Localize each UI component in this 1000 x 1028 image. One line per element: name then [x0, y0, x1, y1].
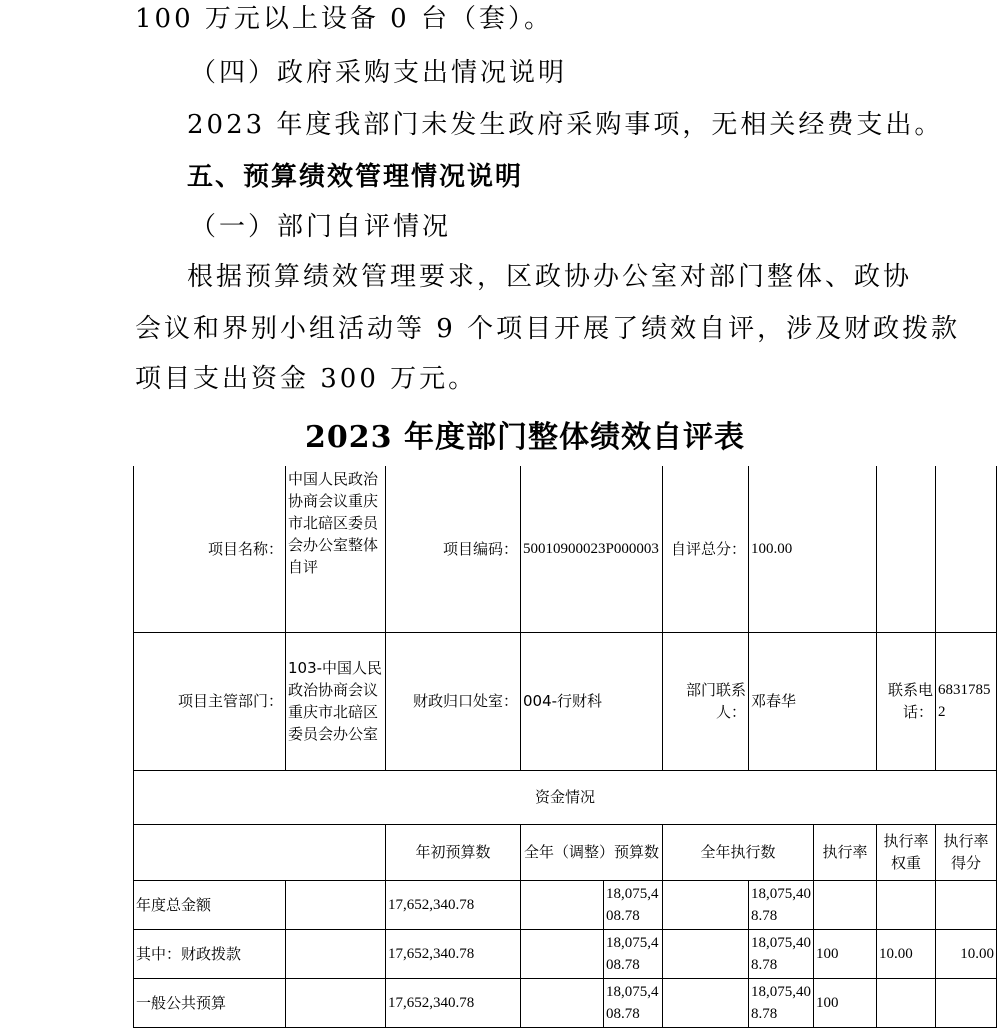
exec-score-value: 10.00 — [936, 929, 997, 978]
exec-weight-value — [877, 880, 936, 929]
text-line-7: 会议和界别小组活动等 9 个项目开展了绩效自评，涉及财政拨款 — [135, 314, 961, 344]
phone-label: 联系电话： — [877, 632, 936, 770]
col-adjusted-budget: 全年（调整）预算数 — [521, 824, 663, 880]
col-executed: 全年执行数 — [663, 824, 814, 880]
col-initial-budget: 年初预算数 — [386, 824, 521, 880]
exec-rate-value — [814, 880, 877, 929]
text-line-6: 根据预算绩效管理要求，区政协办公室对部门整体、政协 — [187, 262, 913, 292]
section-heading-4: （四）政府采购支出情况说明 — [190, 58, 568, 88]
empty-header-cell — [134, 824, 386, 880]
empty-cell — [663, 880, 749, 929]
executed-value: 18,075,408.78 — [749, 978, 814, 1027]
section-heading-self-eval: （一）部门自评情况 — [190, 212, 452, 242]
project-code-value: 50010900023P000003 — [521, 466, 663, 632]
text-line-1: 100 万元以上设备 0 台（套）。 — [135, 4, 553, 34]
table-row — [134, 880, 997, 929]
contact-value: 邓春华 — [749, 632, 877, 770]
initial-budget-value: 17,652,340.78 — [386, 880, 521, 929]
col-exec-weight: 执行率权重 — [877, 824, 936, 880]
finance-office-label: 财政归口处室： — [386, 632, 521, 770]
text-line-3: 2023 年度我部门未发生政府采购事项，无相关经费支出。 — [187, 110, 944, 140]
table-row-funds-section — [134, 770, 997, 824]
phone-value: 68317852 — [936, 632, 997, 770]
table-row — [134, 978, 997, 1027]
row-label: 一般公共预算 — [134, 978, 286, 1027]
performance-table — [133, 466, 997, 1028]
dept-value: 103-中国人民政治协商会议重庆市北碚区委员会办公室 — [286, 632, 386, 770]
contact-label: 部门联系人： — [663, 632, 749, 770]
empty-cell — [286, 978, 386, 1027]
exec-rate-value: 100 — [814, 978, 877, 1027]
adjusted-budget-value: 18,075,408.78 — [604, 978, 663, 1027]
project-name-value: 中国人民政治协商会议重庆市北碚区委员会办公室整体自评 — [286, 466, 386, 632]
empty-cell — [286, 929, 386, 978]
project-code-label: 项目编码： — [386, 466, 521, 632]
col-exec-rate: 执行率 — [814, 824, 877, 880]
table-row-column-headers — [134, 824, 997, 880]
adjusted-budget-value: 18,075,408.78 — [604, 929, 663, 978]
finance-office-value: 004-行财科 — [521, 632, 663, 770]
project-name-label: 项目名称： — [134, 466, 286, 632]
empty-cell — [663, 929, 749, 978]
initial-budget-value: 17,652,340.78 — [386, 929, 521, 978]
row-label: 年度总金额 — [134, 880, 286, 929]
empty-cell — [936, 466, 997, 632]
self-score-value: 100.00 — [749, 466, 877, 632]
row-label: 其中：财政拨款 — [134, 929, 286, 978]
self-score-label: 自评总分： — [663, 466, 749, 632]
table-row-department — [134, 632, 997, 770]
empty-cell — [521, 929, 604, 978]
exec-score-value — [936, 978, 997, 1027]
empty-cell — [663, 978, 749, 1027]
empty-cell — [286, 880, 386, 929]
executed-value: 18,075,408.78 — [749, 880, 814, 929]
exec-rate-value: 100 — [814, 929, 877, 978]
col-exec-score: 执行率得分 — [936, 824, 997, 880]
funds-section-header: 资金情况 — [134, 770, 997, 824]
exec-score-value — [936, 880, 997, 929]
table-title: 2023 年度部门整体绩效自评表 — [305, 420, 745, 455]
table-row-project-name — [134, 466, 997, 632]
empty-cell — [877, 466, 936, 632]
initial-budget-value: 17,652,340.78 — [386, 978, 521, 1027]
exec-weight-value — [877, 978, 936, 1027]
empty-cell — [521, 978, 604, 1027]
executed-value: 18,075,408.78 — [749, 929, 814, 978]
exec-weight-value: 10.00 — [877, 929, 936, 978]
chapter-heading-5: 五、预算绩效管理情况说明 — [187, 162, 524, 192]
table-row — [134, 929, 997, 978]
adjusted-budget-value: 18,075,408.78 — [604, 880, 663, 929]
dept-label: 项目主管部门： — [134, 632, 286, 770]
text-line-8: 项目支出资金 300 万元。 — [135, 364, 478, 394]
empty-cell — [521, 880, 604, 929]
